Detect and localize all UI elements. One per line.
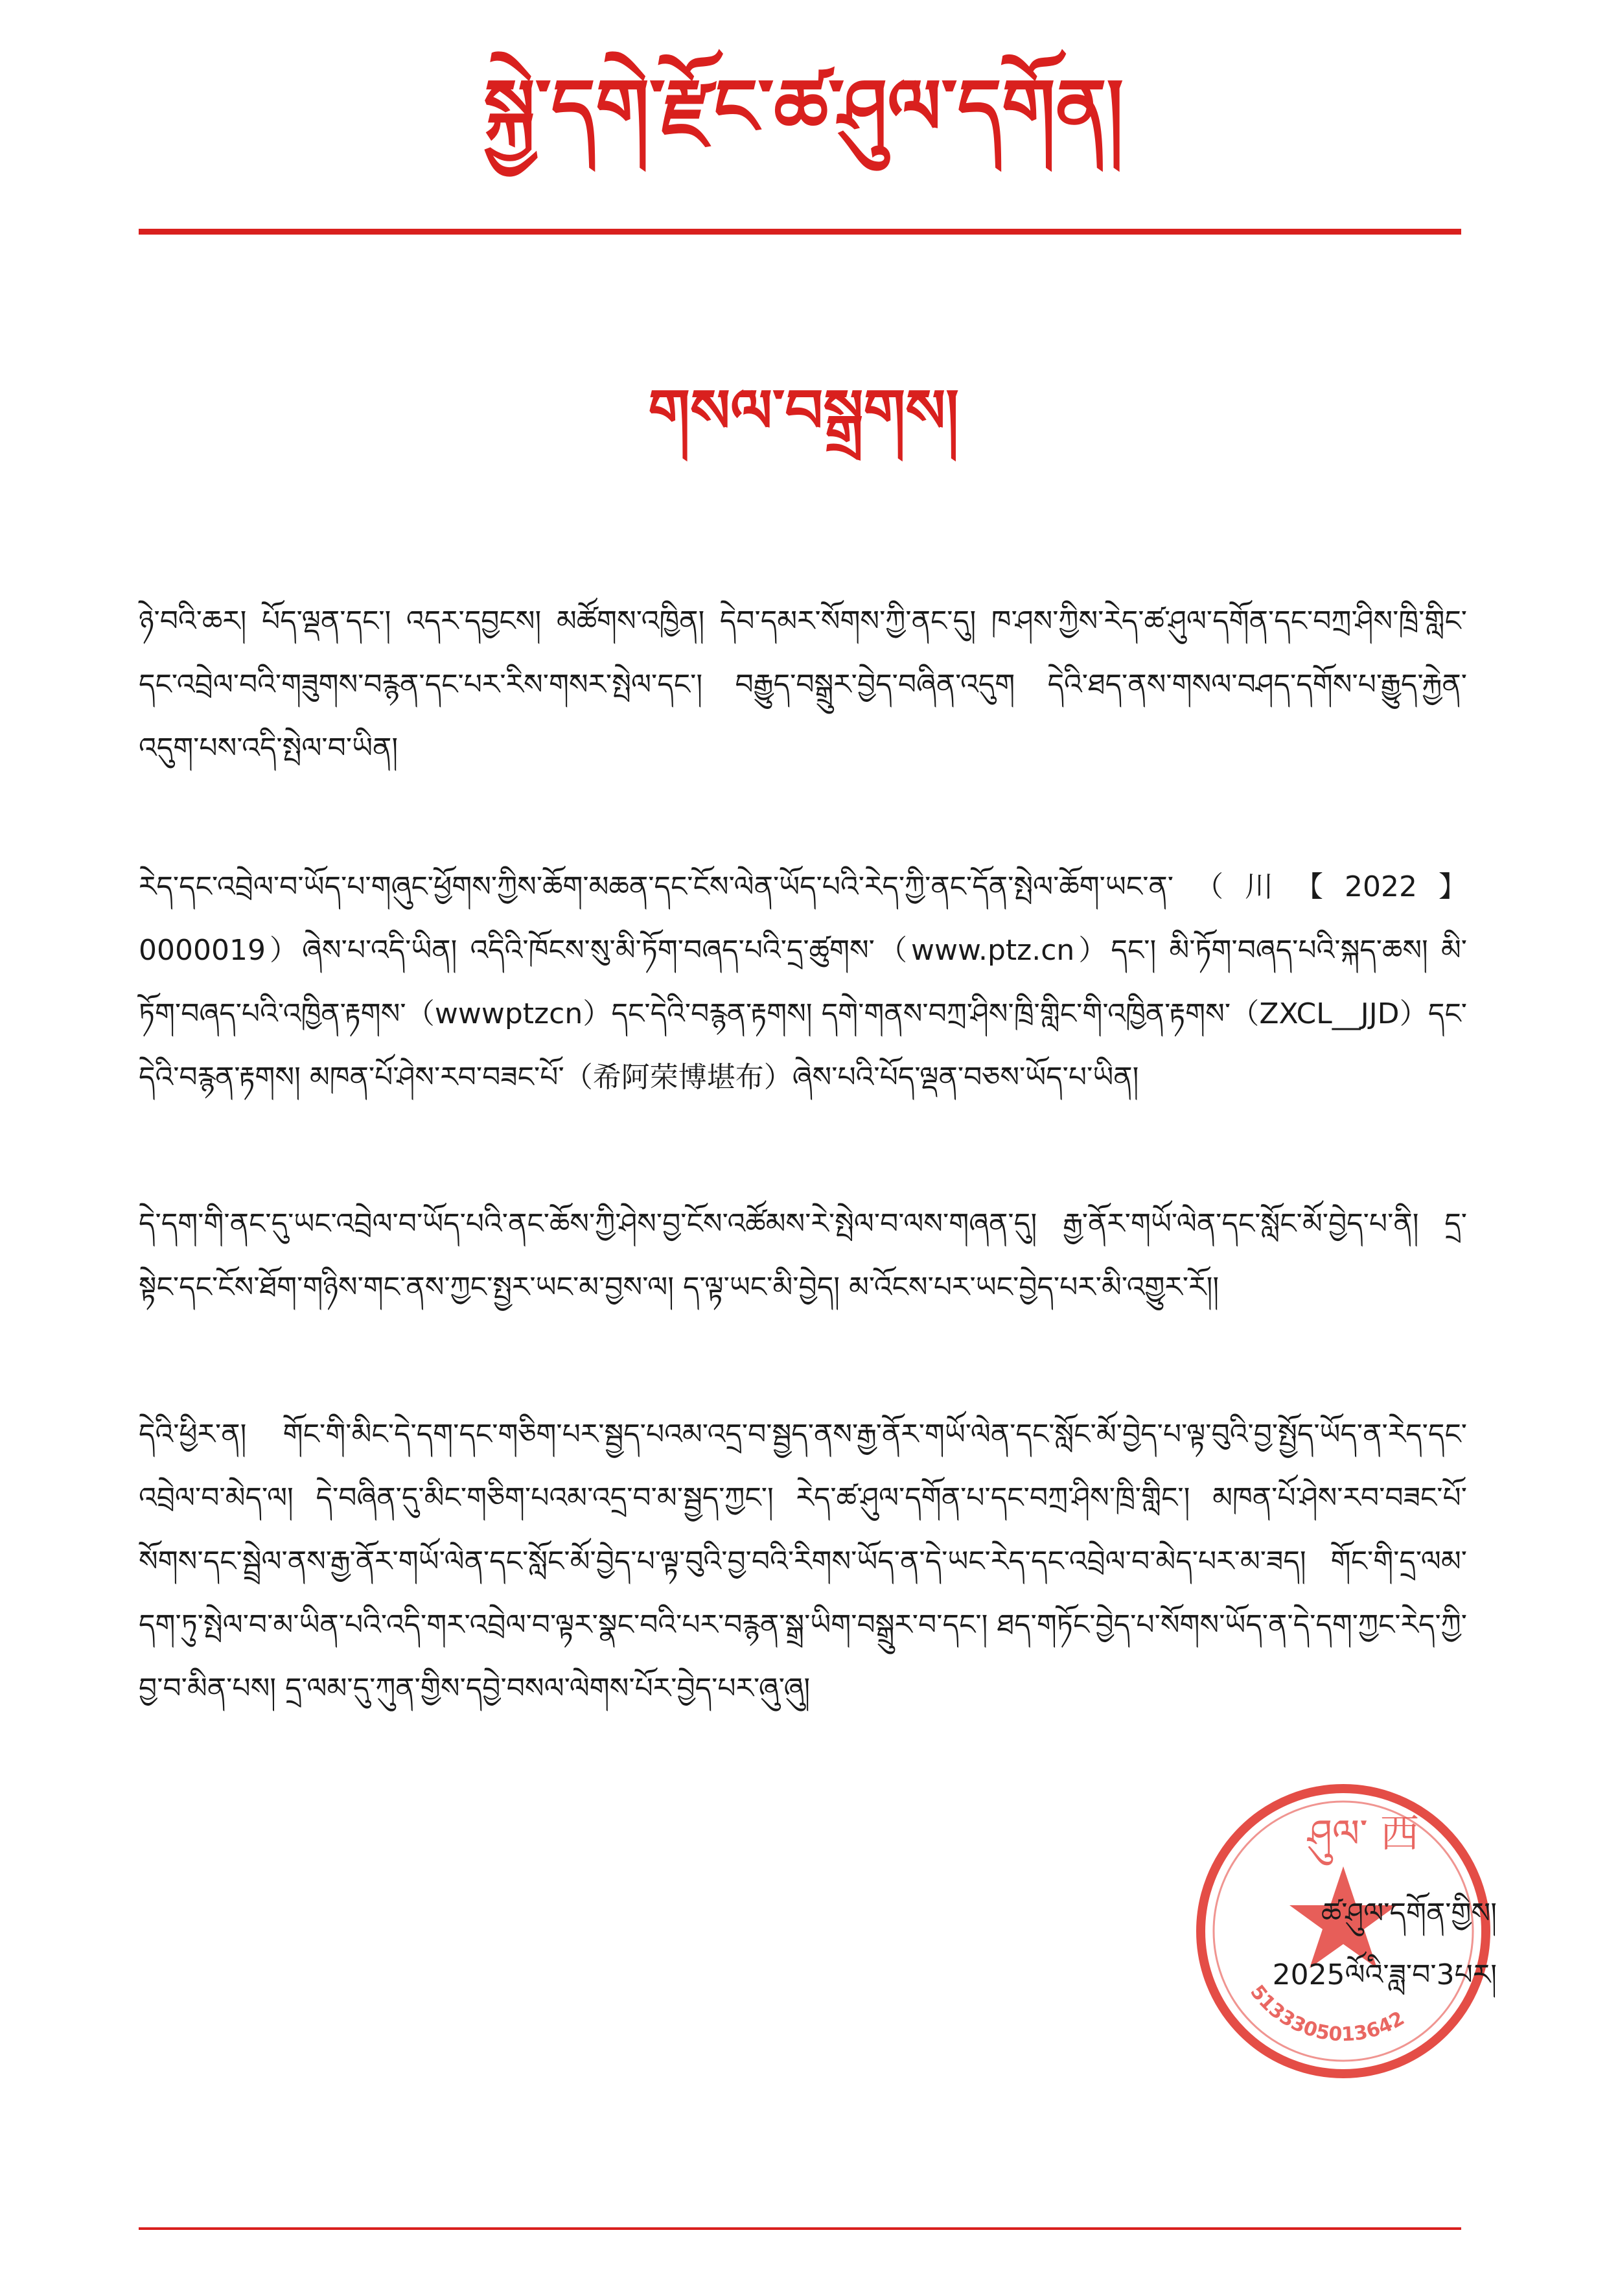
paragraph-4-container	[139, 1403, 1467, 1721]
paragraph-1-container	[139, 590, 1467, 780]
paragraph-3-container	[139, 1192, 1467, 1319]
paragraph-2: རེད་དང་འབྲེལ་བ་ཡོད་པ་གཞུང་ཕྱོགས་ཀྱིས་ཆོག་མཆན་དང་ངོས་ལེན་ཡོད་པའི་རེད་ཀྱི་ནང་དོན་སྤེལ་ཆོག་ཡང་ན་（川【2022】0000019）ཞེས་པ་འདི་ཡིན། འདིའི་ཁོངས་སུ་མི་ཏོག་བཞད་པའི་དྲ་ཚུགས་（www.ptz.cn）དང་། མི་ཏོག་བཞད་པའི་སྐད་ཆས། མི་ཏོག་བཞད་པའི་འཁྱིན་རྟགས་（wwwptzcn）དང་དེའི་བརྙན་རྟགས། དགེ་གནས་བཀྲ་ཤིས་ཁྲི་གླིང་གི་འཁྱིན་རྟགས་（ZXCL__JJD）དང་དེའི་བརྙན་རྟགས། མཁན་པོ་ཤེས་རབ་བཟང་པོ་（希阿荣博堪布）ཞེས་པའི་པོད་ལྡན་བཅས་ཡོད་པ་ཡིན།	[139, 870, 1467, 1094]
seal-serial-path: 5133305013642	[1245, 1980, 1409, 2047]
letterhead-title: སྐྱེ་དགེ་རྫོང་ཚ་ཤུལ་དགོན།	[483, 62, 1124, 152]
document-heading: གསལ་བསྒྲགས།	[648, 377, 959, 446]
signature-issuer: ཚ་ཤུལ་དགོན་གྱིས།	[1321, 1897, 1497, 1930]
paragraph-4: དེའི་ཕྱིར་ན། གོང་གི་མིང་དེ་དག་དང་གཅིག་པར་སྦྱད་པའམ་འདྲ་བ་སྦྱད་ནས་རྒྱ་ནོར་གཡོ་ལེན་དང་སློང་མོ་བྱེད་པ་ལྟ་བུའི་བྱ་སྤྱོད་ཡོད་ན་རེད་དང་འབྲེལ་བ་མེད་ལ། དེ་བཞིན་དུ་མིང་གཅིག་པའམ་འདྲ་བ་མ་སྦྱད་ཀྱང་། རེད་ཚ་ཤུལ་དགོན་པ་དང་བཀྲ་ཤིས་ཁྲི་གླིང་། མཁན་པོ་ཤེས་རབ་བཟང་པོ་སོགས་དང་སྦྲེལ་ནས་རྒྱ་ནོར་གཡོ་ལེན་དང་སློང་མོ་བྱེད་པ་ལྟ་བུའི་བྱ་བའི་རིགས་ཡོད་ན་དེ་ཡང་རེད་དང་འབྲེལ་བ་མེད་པར་མ་ཟད། གོང་གི་དྲ་ལམ་དག་ཏུ་སྤེལ་བ་མ་ཡིན་པའི་འདི་གར་འབྲེལ་བ་ལྟར་སྣང་བའི་པར་བརྙན་སྒྲ་ཡིག་བསྒྲུར་བ་དང་། ཐད་གཏོང་བྱེད་པ་སོགས་ཡོད་ན་དེ་དག་ཀྱང་རེད་ཀྱི་བྱ་བ་མིན་པས། དྲ་ལམ་དུ་ཀུན་གྱིས་དབྱེ་བསལ་ལེགས་པོར་བྱེད་པར་ཞུ་ཞུ།	[139, 1418, 1467, 1705]
paragraph-2-container	[139, 855, 1467, 1109]
footer-divider	[139, 2227, 1461, 2230]
signature-date: 2025ལོའི་ཟླ་བ་3པར།	[1272, 1958, 1497, 1991]
signature-block	[1134, 1883, 1497, 2006]
paragraph-1: ཉེ་བའི་ཆར། པོད་ལྡན་དང་། འདར་དབྱངས། མཚོགས་འཁྱིན། དེབ་དམར་སོགས་ཀྱི་ནང་དུ། ཁ་ཤས་ཀྱིས་རེད་ཚ་ཤུལ་དགོན་དང་བཀྲ་ཤིས་ཁྲི་གླིང་དང་འབྲེལ་བའི་གཟུགས་བརྙན་དང་པར་རིས་གསར་སྤེལ་དང་། བརྒྱུད་བསྒྲུར་བྱེད་བཞིན་འདུག དེའི་ཐད་ནས་གསལ་བཤད་དགོས་པ་རྒྱུད་རྐྱེན་འདུག་པས་འདི་སྤེལ་བ་ཡིན།	[139, 605, 1467, 765]
paragraph-3: དེ་དག་གི་ནང་དུ་ཡང་འབྲེལ་བ་ཡོད་པའི་ནང་ཆོས་ཀྱི་ཤེས་བྱ་ངོས་འཚོམས་རེ་སྤེལ་བ་ལས་གཞན་དུ། རྒྱ་ནོར་གཡོ་ལེན་དང་སློང་མོ་བྱེད་པ་ནི། དྲ་སྟེང་དང་ངོས་ཐོག་གཉིས་གང་ནས་ཀྱང་སྤྱར་ཡང་མ་བྱས་ལ། ད་ལྟ་ཡང་མི་བྱེད། མ་འོངས་པར་ཡང་བྱེད་པར་མི་འགྱུར་རོ།།	[139, 1207, 1467, 1304]
letterhead-divider	[139, 229, 1461, 235]
seal-top-text: ཤུལ་ 西	[1308, 1811, 1419, 1857]
